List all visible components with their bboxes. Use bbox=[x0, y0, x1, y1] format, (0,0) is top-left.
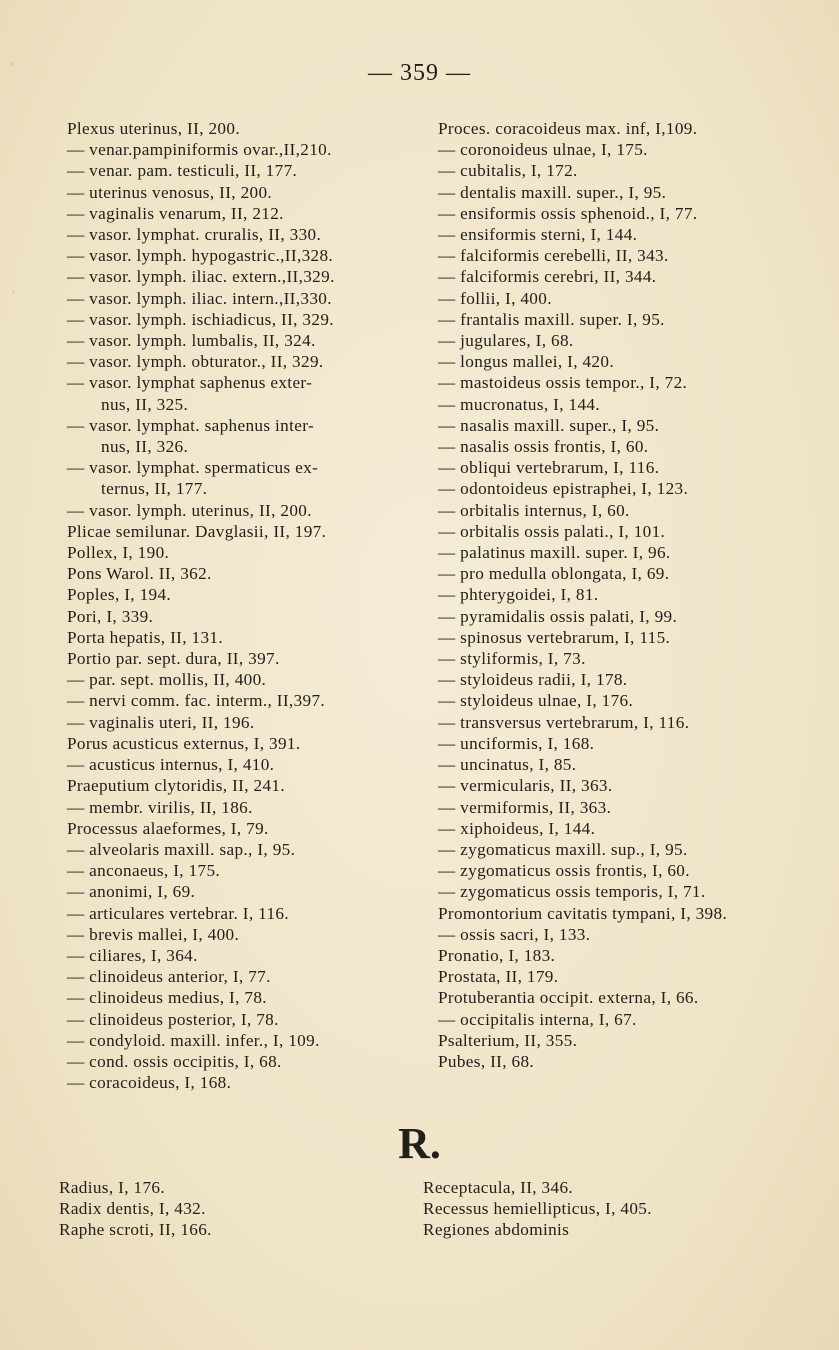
index-entry: — frantalis maxill. super. I, 95. bbox=[438, 309, 665, 329]
index-entry: — nasalis ossis frontis, I, 60. bbox=[438, 437, 649, 457]
index-entry: — vasor. lymph. obturator., II, 329. bbox=[67, 352, 324, 372]
index-column-left bbox=[67, 118, 419, 1093]
index-column-bottom-right bbox=[423, 1177, 813, 1241]
index-entry: — orbitalis ossis palati., I, 101. bbox=[438, 521, 666, 541]
index-entry: — palatinus maxill. super. I, 96. bbox=[438, 543, 671, 563]
index-entry: — vasor. lymph. ischiadicus, II, 329. bbox=[67, 309, 334, 329]
index-entry: — clinoideus anterior, I, 77. bbox=[67, 967, 271, 987]
index-entry: Recessus hemiellipticus, I, 405. bbox=[423, 1199, 652, 1219]
index-entry: — phterygoidei, I, 81. bbox=[438, 585, 599, 605]
index-entry: Porus acusticus externus, I, 391. bbox=[67, 733, 301, 753]
index-entry: — coracoideus, I, 168. bbox=[67, 1073, 232, 1093]
index-entry: Psalterium, II, 355. bbox=[438, 1030, 578, 1050]
index-entry: — vermiformis, II, 363. bbox=[438, 797, 612, 817]
index-entry: — vasor. lymph. hypogastric.,II,328. bbox=[67, 246, 334, 266]
index-entry: — uterinus venosus, II, 200. bbox=[67, 182, 273, 202]
index-entry: — vermicularis, II, 363. bbox=[438, 776, 613, 796]
index-entry: — falciformis cerebri, II, 344. bbox=[438, 267, 657, 287]
index-entry: Porta hepatis, II, 131. bbox=[67, 627, 224, 647]
index-entry: — cubitalis, I, 172. bbox=[438, 161, 578, 181]
index-column-right bbox=[438, 118, 808, 1072]
index-entry: — ensiformis ossis sphenoid., I, 77. bbox=[438, 203, 698, 223]
index-entry: — pyramidalis ossis palati, I, 99. bbox=[438, 606, 678, 626]
index-entry: Protuberantia occipit. externa, I, 66. bbox=[438, 988, 699, 1008]
index-entry: Portio par. sept. dura, II, 397. bbox=[67, 649, 280, 669]
index-entry: — zygomaticus ossis frontis, I, 60. bbox=[438, 861, 690, 881]
index-entry: — zygomaticus maxill. sup., I, 95. bbox=[438, 839, 688, 859]
page-number: — 359 — bbox=[368, 60, 471, 86]
index-entry: — transversus vertebrarum, I, 116. bbox=[438, 712, 690, 732]
index-entry: Radius, I, 176. bbox=[59, 1178, 165, 1197]
index-entry: Raphe scroti, II, 166. bbox=[59, 1220, 212, 1240]
index-entry: — vasor. lymph. iliac. intern.,II,330. bbox=[67, 288, 332, 308]
index-entry: — brevis mallei, I, 400. bbox=[67, 924, 240, 944]
index-entry: — vasor. lymph. iliac. extern.,II,329. bbox=[67, 267, 335, 287]
index-entry: — ciliares, I, 364. bbox=[67, 945, 198, 965]
index-entry: — zygomaticus ossis temporis, I, 71. bbox=[438, 882, 706, 902]
section-letter: R. bbox=[398, 1119, 441, 1168]
index-entry: Regiones abdominis bbox=[423, 1220, 570, 1240]
index-entry: Pollex, I, 190. bbox=[67, 543, 170, 563]
index-entry: — vasor. lymphat. spermaticus ex- bbox=[67, 458, 319, 478]
index-entry: — acusticus internus, I, 410. bbox=[67, 755, 275, 775]
index-column-bottom-left bbox=[59, 1177, 419, 1241]
index-entry: nus, II, 326. bbox=[101, 437, 189, 457]
index-entry: — styliformis, I, 73. bbox=[438, 649, 586, 669]
index-entry: Prostata, II, 179. bbox=[438, 967, 559, 987]
index-entry: — ossis sacri, I, 133. bbox=[438, 924, 591, 944]
index-entry: — anonimi, I, 69. bbox=[67, 882, 196, 902]
index-entry: — mucronatus, I, 144. bbox=[438, 394, 601, 414]
index-entry: — styloideus radii, I, 178. bbox=[438, 670, 628, 690]
index-entry: Plexus uterinus, II, 200. bbox=[67, 119, 240, 138]
index-entry: — dentalis maxill. super., I, 95. bbox=[438, 182, 667, 202]
index-entry: — obliqui vertebrarum, I, 116. bbox=[438, 458, 660, 478]
index-entry: — spinosus vertebrarum, I, 115. bbox=[438, 627, 671, 647]
index-entry: — orbitalis internus, I, 60. bbox=[438, 500, 630, 520]
index-entry: — cond. ossis occipitis, I, 68. bbox=[67, 1051, 282, 1071]
index-entry: — vasor. lymph. uterinus, II, 200. bbox=[67, 500, 312, 520]
index-entry: — membr. virilis, II, 186. bbox=[67, 797, 253, 817]
index-entry: Proces. coracoideus max. inf, I,109. bbox=[438, 119, 698, 138]
index-entry: Pons Warol. II, 362. bbox=[67, 564, 212, 584]
index-entry: — clinoideus medius, I, 78. bbox=[67, 988, 267, 1008]
index-entry: Radix dentis, I, 432. bbox=[59, 1199, 206, 1219]
index-entry: Pubes, II, 68. bbox=[438, 1051, 535, 1071]
index-entry: — uncinatus, I, 85. bbox=[438, 755, 577, 775]
index-entry: ternus, II, 177. bbox=[101, 479, 208, 499]
index-entry: — nasalis maxill. super., I, 95. bbox=[438, 415, 660, 435]
index-entry: — pro medulla oblongata, I, 69. bbox=[438, 564, 670, 584]
index-entry: nus, II, 325. bbox=[101, 394, 189, 414]
index-entry: — nervi comm. fac. interm., II,397. bbox=[67, 691, 326, 711]
index-entry: Poples, I, 194. bbox=[67, 585, 172, 605]
index-entry: — condyloid. maxill. infer., I, 109. bbox=[67, 1030, 320, 1050]
index-entry: Praeputium clytoridis, II, 241. bbox=[67, 776, 286, 796]
index-entry: — xiphoideus, I, 144. bbox=[438, 818, 596, 838]
index-entry: — follii, I, 400. bbox=[438, 288, 552, 308]
index-entry: — mastoideus ossis tempor., I, 72. bbox=[438, 373, 688, 393]
index-entry: Processus alaeformes, I, 79. bbox=[67, 818, 269, 838]
index-entry: Receptacula, II, 346. bbox=[423, 1178, 574, 1197]
index-entry: — styloideus ulnae, I, 176. bbox=[438, 691, 634, 711]
index-entry: — coronoideus ulnae, I, 175. bbox=[438, 140, 648, 160]
index-entry: — alveolaris maxill. sap., I, 95. bbox=[67, 839, 296, 859]
index-entry: — vaginalis uteri, II, 196. bbox=[67, 712, 255, 732]
index-entry: — longus mallei, I, 420. bbox=[438, 352, 614, 372]
paper-spot bbox=[12, 290, 15, 293]
index-entry: Pori, I, 339. bbox=[67, 606, 154, 626]
index-entry: — occipitalis interna, I, 67. bbox=[438, 1009, 637, 1029]
index-entry: — par. sept. mollis, II, 400. bbox=[67, 670, 267, 690]
index-entry: — articulares vertebrar. I, 116. bbox=[67, 903, 289, 923]
index-entry: — anconaeus, I, 175. bbox=[67, 861, 221, 881]
index-entry: — unciformis, I, 168. bbox=[438, 733, 595, 753]
index-entry: — vaginalis venarum, II, 212. bbox=[67, 203, 284, 223]
index-entry: — venar.pampiniformis ovar.,II,210. bbox=[67, 140, 332, 160]
index-entry: — ensiformis sterni, I, 144. bbox=[438, 225, 638, 245]
index-entry: Pronatio, I, 183. bbox=[438, 945, 556, 965]
index-entry: — vasor. lymphat. cruralis, II, 330. bbox=[67, 225, 322, 245]
index-entry: — vasor. lymphat. saphenus inter- bbox=[67, 415, 315, 435]
index-entry: — odontoideus epistraphei, I, 123. bbox=[438, 479, 689, 499]
index-entry: — jugulares, I, 68. bbox=[438, 331, 574, 351]
index-entry: — vasor. lymph. lumbalis, II, 324. bbox=[67, 331, 316, 351]
index-entry: Plicae semilunar. Davglasii, II, 197. bbox=[67, 521, 327, 541]
index-entry: — venar. pam. testiculi, II, 177. bbox=[67, 161, 298, 181]
index-entry: — vasor. lymphat saphenus exter- bbox=[67, 373, 313, 393]
index-entry: — falciformis cerebelli, II, 343. bbox=[438, 246, 669, 266]
index-entry: Promontorium cavitatis tympani, I, 398. bbox=[438, 903, 728, 923]
index-entry: — clinoideus posterior, I, 78. bbox=[67, 1009, 279, 1029]
